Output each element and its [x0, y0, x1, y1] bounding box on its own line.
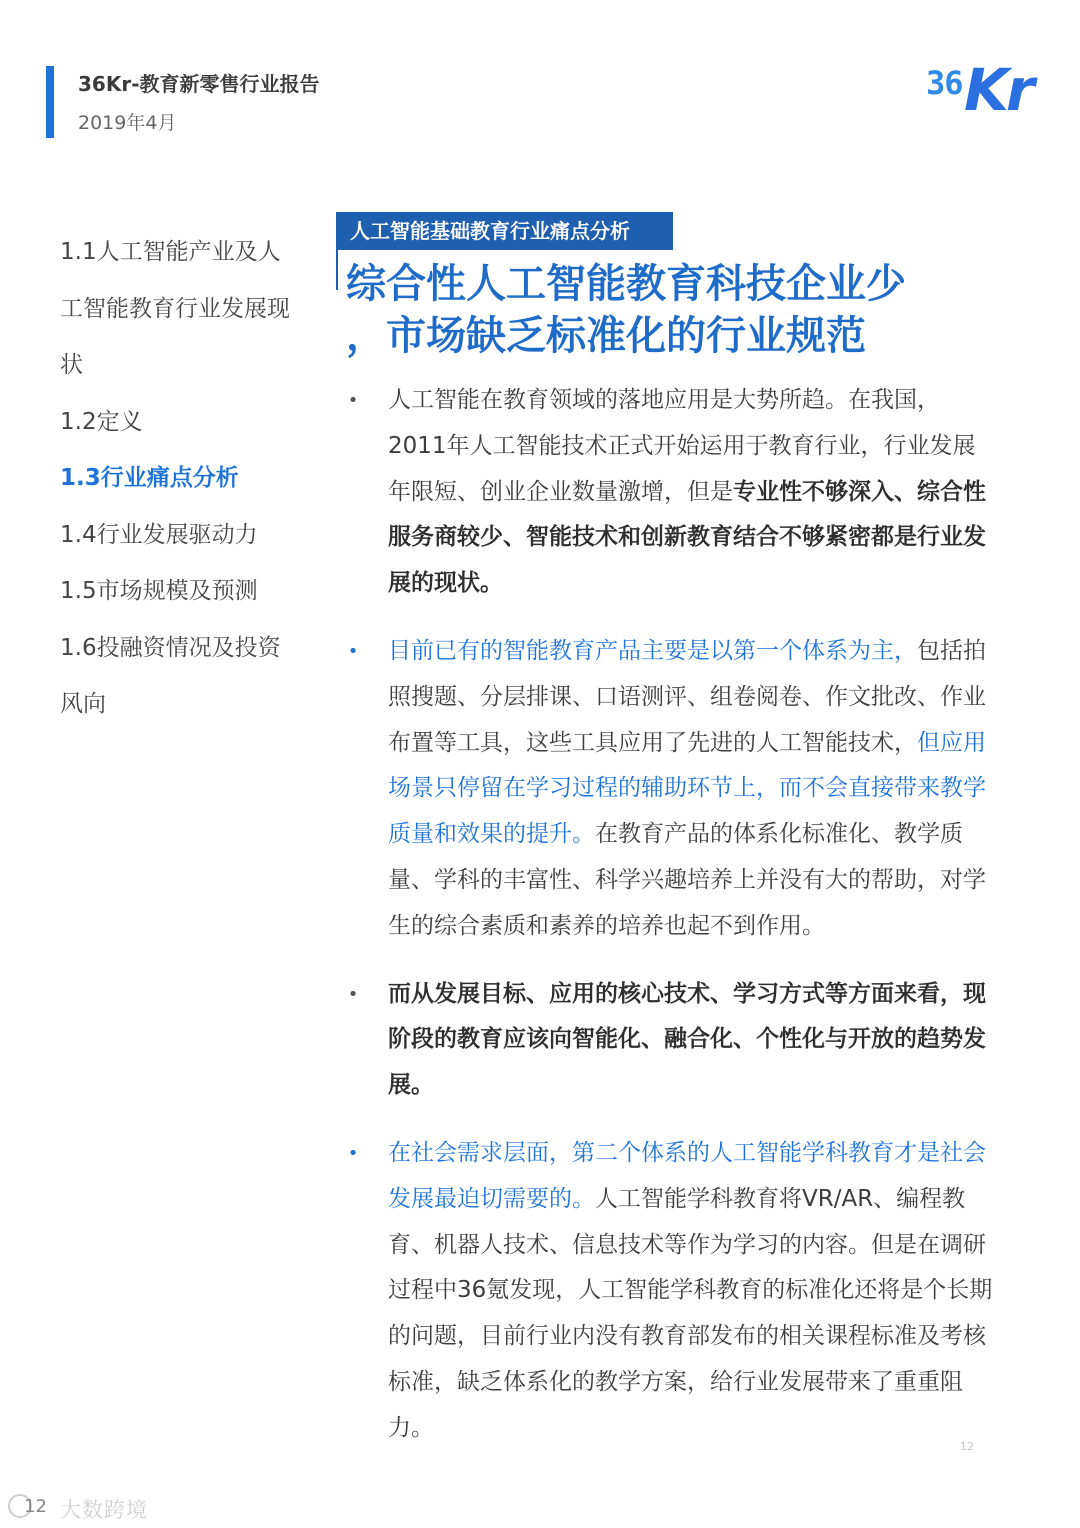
toc-item-1-6-b[interactable]: 风向	[60, 691, 106, 717]
report-date: 2019年4月	[78, 112, 177, 134]
watermark-text: 大数跨境	[60, 1498, 148, 1522]
toc-item-1-1-b[interactable]: 工智能教育行业发展现	[60, 295, 290, 322]
section-tag: 人工智能基础教育行业痛点分析	[336, 212, 673, 250]
bullet-dot-icon: •	[347, 1142, 359, 1164]
toc-item-1-1-c[interactable]: 状	[60, 352, 83, 378]
bullet-dot-icon: •	[347, 640, 359, 662]
toc-item-1-2[interactable]: 1.2定义	[60, 408, 143, 435]
heading-line-2: ，市场缺乏标准化的行业规范	[346, 313, 866, 359]
heading-line-1: 综合性人工智能教育科技企业少	[346, 261, 906, 307]
watermark	[8, 1492, 178, 1524]
toc-item-1-5[interactable]: 1.5市场规模及预测	[60, 578, 258, 604]
toc-item-1-6-a[interactable]: 1.6投融资情况及投资	[60, 634, 281, 661]
bullet-dot-icon: •	[347, 983, 359, 1005]
bullet-list	[346, 378, 996, 1452]
page-number: 12	[24, 1496, 47, 1517]
page-number-small: 12	[960, 1440, 974, 1453]
bullet-item: • 在社会需求层面，第二个体系的人工智能学科教育才是社会发展最迫切需要的。人工智能学科教育将VR/AR、编程教育、机器人技术、信息技术等作为学习的内容。但是在调研过程中36氪发现，人工智能学科教育的标准化还将是个长期的问题，目前行业内没有教育部发布的相关课程标准及考核标准，缺乏体系化的教学方案，给行业发展带来了重重阻力。	[346, 1131, 996, 1452]
section-heading	[346, 258, 986, 362]
toc-item-1-1-a[interactable]: 1.1人工智能产业及人	[60, 239, 281, 265]
bullet-item: • 人工智能在教育领域的落地应用是大势所趋。在我国，2011年人工智能技术正式开始运用于教育行业，行业发展年限短、创业企业数量激增，但是专业性不够深入、综合性服务商较少、智能技术和创新教育结合不够紧密都是行业发展的现状。	[346, 378, 996, 607]
36kr-logo: 36 Kr	[926, 56, 1032, 124]
bullet-item: • 目前已有的智能教育产品主要是以第一个体系为主，包括拍照搜题、分层排课、口语测评、组卷阅卷、作文批改、作业布置等工具，这些工具应用了先进的人工智能技术，但应用场景只停留在学习过程的辅助环节上，而不会直接带来教学质量和效果的提升。在教育产品的体系化标准化、教学质量、学科的丰富性、科学兴趣培养上并没有大的帮助，对学生的综合素质和素养的培养也起不到作用。	[346, 629, 996, 950]
header-accent-bar	[46, 66, 54, 138]
toc-item-1-4[interactable]: 1.4行业发展驱动力	[60, 521, 258, 548]
bullet-dot-icon: •	[347, 390, 359, 411]
bullet-item: • 而从发展目标、应用的核心技术、学习方式等方面来看，现阶段的教育应该向智能化、融合化、个性化与开放的趋势发展。	[346, 972, 996, 1109]
toc-item-1-3-active[interactable]: 1.3行业痛点分析	[60, 465, 239, 491]
report-title: 36Kr-教育新零售行业报告	[78, 72, 320, 96]
table-of-contents	[60, 224, 320, 733]
